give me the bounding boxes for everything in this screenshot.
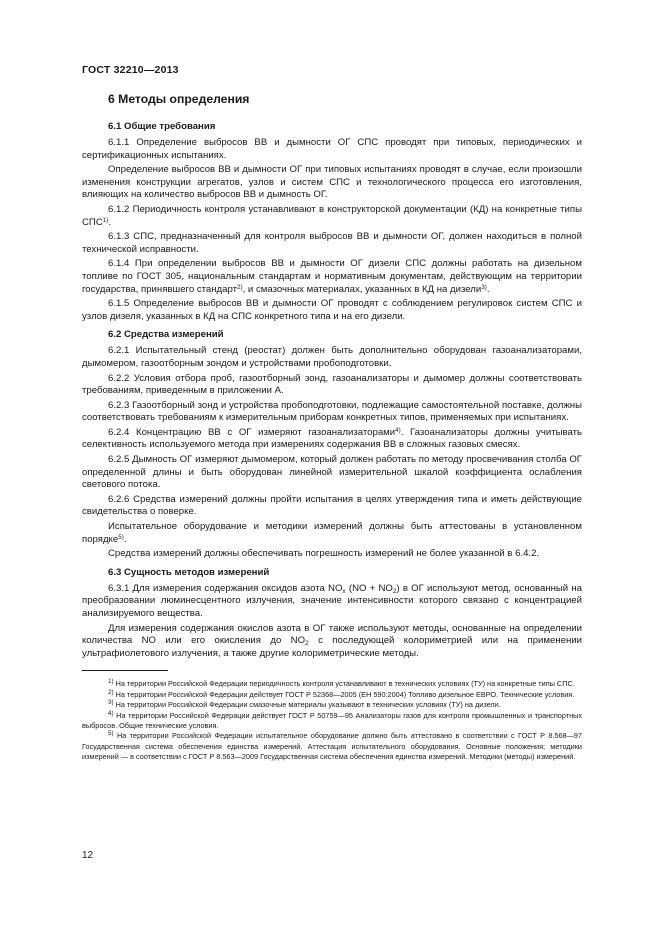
text: 6.3.1 Для измерения содержания оксидов азота NO [108, 582, 343, 594]
text: Для измерения содержания окислов азота в ОГ также используют методы, основанные на определении количества NO или его окисления до NO [82, 622, 582, 647]
subscript: 2 [392, 587, 397, 595]
footnote-text: На территории Российской Федерации смазочные материалы указывают в технических условиях (ТУ) на дизели. [113, 700, 501, 710]
footnote-divider [82, 670, 168, 671]
text: с последующей колориметрией или на применении ультрафиолетового излучения, а также другие колориметрические методы. [82, 635, 582, 659]
footnote-mark: 5) [108, 730, 114, 738]
footnote-mark: 1) [108, 678, 114, 686]
subsection-title-6-3: 6.3 Сущность методов измерений [108, 566, 270, 578]
footnote-4 [82, 711, 582, 732]
paragraph-6-1-4 [82, 258, 582, 296]
footnote-mark: 4) [108, 709, 114, 717]
text: 6.2.4 Концентрацию ВВ с ОГ измеряют газоанализаторами [108, 426, 396, 438]
text: . [123, 533, 127, 545]
subscript: 2 [305, 640, 309, 648]
footnote-ref-4: 4) [395, 427, 401, 435]
text: , и смазочных материалах, указанных в КД на дизели [242, 283, 482, 295]
paragraph-6-2-2: 6.2.2 Условия отбора проб, газоотборный зонд, газоанализаторы и дымомер должны соответствовать требованиям, приведенным в приложении А. [82, 372, 582, 397]
text: . [108, 216, 112, 228]
paragraph-6-2-1: 6.2.1 Испытательный стенд (реостат) должен быть дополнительно оборудован газоанализаторами, дымомером, газоотборным зондом и устройствами пробоподготовки. [82, 345, 582, 369]
subscript: x [342, 587, 346, 595]
text: . [486, 283, 490, 295]
footnote-mark: 2) [108, 688, 114, 696]
footnote-3 [82, 700, 582, 710]
footnote-text: На территории Российской Федерации действует ГОСТ Р 50759—95 Анализаторы газов для контроля промышленных и транспортных выбросов. Общие технические условия. [82, 710, 582, 730]
text: 6.1.2 Периодичность контроля устанавливают в конструкторской документации (КД) на конкретные типы СПС [82, 203, 582, 228]
paragraph-6-2-4 [82, 427, 582, 452]
page-content [82, 92, 582, 763]
footnote-2 [82, 690, 582, 700]
paragraph-6-1-1-cont: Определение выбросов ВВ и дымности ОГ при типовых испытаниях проводят в случае, если произошли изменения конструкции агрегатов, узлов и систем СПС и технологического процесса его изготовления, влияющих на количество выбросов ВВ и дымность ОГ. [82, 164, 582, 201]
footnote-text: На территории Российской Федерации периодичность контроля устанавливают в технических условиях (ТУ) на конкретные типы СПС. [113, 679, 575, 689]
paragraph-6-2-6-cont2: Средства измерений должны обеспечивать погрешность измерений не более указанной в 6.4.2. [108, 548, 540, 560]
footnote-text: На территории Российской Федерации действует ГОСТ Р 52368—2005 (ЕН 590:2004) Топливо дизельное ЕВРО. Технические условия. [113, 689, 575, 699]
text: Испытательное оборудование и методики измерений должны быть аттестованы в установленном порядке [82, 521, 582, 545]
page-number: 12 [82, 850, 94, 861]
paragraph-6-2-3: 6.2.3 Газоотборный зонд и устройства пробоподготовки, подлежащие самостоятельной поставке, должны соответствовать требованиям к измерительным приборам конкретных типов, применяемых при испытаниях. [82, 399, 582, 424]
footnote-ref-5: 5) [118, 533, 124, 541]
document-header: ГОСТ 32210—2013 [82, 64, 179, 76]
text: . Газоанализаторы должны учитывать селективность используемого метода при измерениях содержания ВВ в сложных газовых смесях. [82, 426, 582, 451]
subsection-title-6-2: 6.2 Средства измерений [108, 329, 224, 341]
text: 6.1.4 При определении выбросов ВВ и дымности ОГ дизели СПС должны работать на дизельном топливе по ГОСТ 305, национальным стандартам и нормативным документам, действующим на территории государства, принявшего стандарт [82, 258, 582, 295]
subsection-title-6-1: 6.1 Общие требования [108, 121, 216, 132]
section-title: 6 Методы определения [108, 92, 250, 106]
paragraph-6-2-5: 6.2.5 Дымность ОГ измеряют дымомером, который должен работать по методу просвечивания столба ОГ определенной длины и быть оборудован линейной измерительной шкалой коэффициента ослабления светового потока. [82, 454, 582, 491]
paragraph-6-1-2 [82, 204, 582, 229]
paragraph-6-2-6-cont [82, 521, 582, 546]
footnote-ref-3: 3) [481, 283, 487, 291]
footnote-text: На территории Российской Федерации испытательное оборудование должно быть аттестовано в соответствии с ГОСТ Р 8.568—97 Государственная система обеспечения единства измерений. Аттестация испытательного оборудования. Основные положения; методики измерений — в соответствии с ГОСТ Р 8.563—2009 Государственная система обеспечения единства измерений. Методики (методы) измерений. [82, 731, 582, 762]
paragraph-6-3-1-cont [82, 623, 582, 661]
text: (NO + NO [345, 582, 393, 594]
footnote-1 [82, 679, 582, 689]
paragraph-6-2-6: 6.2.6 Средства измерений должны пройти испытания в целях утверждения типа и иметь действующие свидетельства о поверке. [82, 493, 582, 518]
text: ) в ОГ используют метод, основанный на преобразовании люминесцентного излучения, значение интенсивности которого связано с концентрацией анализируемого вещества. [82, 582, 582, 619]
footnote-mark: 3) [108, 699, 114, 707]
paragraph-6-3-1 [82, 583, 582, 621]
paragraph-6-1-1: 6.1.1 Определение выбросов ВВ и дымности ОГ СПС проводят при типовых, периодических и сертификационных испытаниях. [82, 137, 582, 161]
footnote-5 [82, 731, 582, 762]
footnote-ref-1: 1) [102, 216, 109, 224]
footnote-ref-2: 2) [236, 283, 243, 291]
paragraph-6-1-3: 6.1.3 СПС, предназначенный для контроля выбросов ВВ и дымности ОГ, должен находиться в полной технической исправности. [82, 231, 582, 255]
paragraph-6-1-5: 6.1.5 Определение выбросов ВВ и дымности ОГ проводят с соблюдением регулировок систем СПС и узлов дизеля, указанных в КД на СПС конкретного типа и на его дизели. [82, 298, 582, 322]
